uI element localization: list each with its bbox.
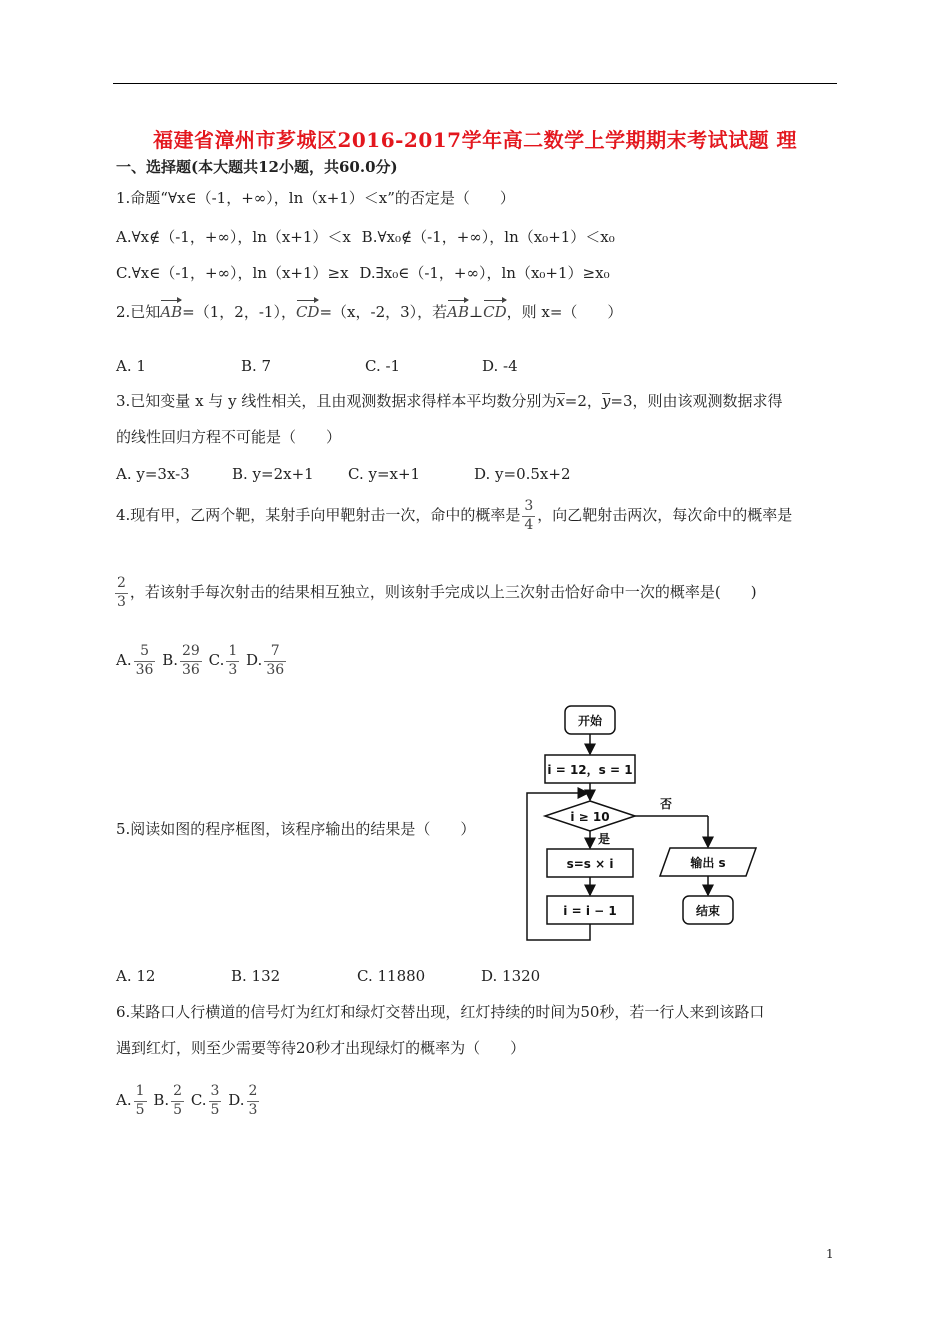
q2-prefix: 2.已知 — [116, 303, 161, 321]
q2-eq1: =（1，2，-1）， — [182, 303, 296, 321]
q6-option-b-fraction — [171, 1083, 184, 1119]
q4-option-a-fraction — [134, 643, 156, 679]
q4-text-a: 4.现有甲，乙两个靶，某射手向甲靶射击一次，命中的概率是 — [116, 506, 521, 524]
frac-num: 7 — [270, 643, 280, 659]
q2-option-d: D. -4 — [482, 357, 518, 375]
frac-den: 3 — [117, 593, 126, 610]
q6-stem-line1: 6.某路口人行横道的信号灯为红灯和绿灯交替出现，红灯持续的时间为50秒，若一行人来到该路口 — [116, 1003, 765, 1021]
vector-cd: CD — [296, 296, 320, 321]
frac-num: 3 — [210, 1083, 220, 1099]
frac-den: 5 — [210, 1101, 220, 1118]
page-title: 福建省漳州市芗城区2016-2017学年高二数学上学期期末考试试题 理 — [152, 128, 798, 152]
frac-num: 2 — [173, 1083, 183, 1099]
program-flowchart — [520, 700, 770, 950]
q5-option-d: D. 1320 — [481, 967, 541, 985]
flow-yes-label: 是 — [598, 832, 611, 846]
frac-den: 36 — [266, 661, 285, 678]
q4-text-c: ，若该射手每次射击的结果相互独立，则该射手完成以上三次射击恰好命中一次的概率是( ) — [129, 583, 757, 601]
q4-option-a-label: A. — [116, 651, 132, 669]
page-number: 1 — [826, 1247, 834, 1261]
q2-option-b: B. 7 — [241, 357, 272, 375]
q1-options-row1 — [116, 226, 615, 247]
q4-option-c-label: C. — [208, 651, 225, 669]
q3-option-b: B. y=2x+1 — [232, 465, 314, 483]
header-rule — [113, 83, 837, 84]
frac-num: 1 — [135, 1083, 145, 1099]
q3-options — [116, 465, 571, 483]
q6-options — [116, 1083, 261, 1119]
q4-option-b-label: B. — [162, 651, 179, 669]
q3-text-mid: =2， — [564, 392, 602, 410]
frac-den: 5 — [173, 1101, 183, 1118]
q1-stem: 1.命题“∀x∈（-1，+∞），ln（x+1）＜x”的否定是（ ） — [116, 189, 515, 207]
q3-stem-line1 — [116, 390, 783, 411]
q4-option-d-label: D. — [246, 651, 263, 669]
q6-option-b-label: B. — [153, 1091, 170, 1109]
frac-den: 5 — [135, 1101, 145, 1118]
q2-suffix: ，则 x=（ ） — [506, 303, 623, 321]
q5-option-c: C. 11880 — [357, 967, 426, 985]
q3-stem-line2: 的线性回归方程不可能是（ ） — [116, 428, 342, 446]
q5-option-b: B. 132 — [231, 967, 281, 985]
q2-stem — [116, 296, 622, 322]
q2-option-a: A. 1 — [116, 357, 146, 375]
q3-option-d: D. y=0.5x+2 — [474, 465, 571, 483]
q5-stem: 5.阅读如图的程序框图，该程序输出的结果是（ ） — [116, 820, 476, 838]
q1-option-a: A.∀x∉（-1，+∞），ln（x+1）＜x — [116, 228, 351, 246]
q6-option-a-label: A. — [116, 1091, 132, 1109]
flow-end-label: 结束 — [695, 904, 721, 918]
vector-ab-2: AB — [447, 296, 469, 321]
q6-option-d-fraction — [247, 1083, 260, 1119]
frac-den: 36 — [135, 661, 154, 678]
q6-option-c-label: C. — [190, 1091, 207, 1109]
q6-stem-line2: 遇到红灯，则至少需要等待20秒才出现绿灯的概率为（ ） — [116, 1039, 526, 1057]
q6-option-a-fraction — [134, 1083, 147, 1119]
q5-option-a: A. 12 — [116, 967, 156, 985]
flow-decrement-label: i = i − 1 — [563, 904, 617, 918]
q3-text-a: 3.已知变量 x 与 y 线性相关，且由观测数据求得样本平均数分别为 — [116, 392, 557, 410]
q1-option-c: C.∀x∈（-1，+∞），ln（x+1）≥x — [116, 264, 349, 282]
fraction-two-thirds — [115, 575, 128, 611]
q2-options — [116, 357, 518, 375]
fraction-three-quarters — [522, 498, 535, 534]
q1-option-b: B.∀x₀∉（-1，+∞），ln（x₀+1）＜x₀ — [361, 228, 615, 246]
q4-option-c-fraction — [226, 643, 239, 679]
frac-num: 29 — [182, 643, 200, 659]
q1-option-d: D.∃x₀∈（-1，+∞），ln（x₀+1）≥x₀ — [359, 264, 610, 282]
q4-option-b-fraction — [180, 643, 202, 679]
q3-option-c: C. y=x+1 — [348, 465, 421, 483]
q1-options-row2 — [116, 262, 610, 283]
q4-option-d-fraction — [264, 643, 286, 679]
q4-options — [116, 643, 288, 679]
frac-den: 3 — [228, 661, 238, 678]
section-heading: 一、选择题(本大题共12小题，共60.0分) — [116, 158, 398, 176]
q4-text-b: ，向乙靶射击两次，每次命中的概率是 — [537, 506, 793, 524]
frac-den: 36 — [182, 661, 200, 678]
perp-symbol: ⊥ — [469, 303, 484, 321]
frac-num: 1 — [228, 643, 238, 659]
q4-stem-line2 — [113, 575, 757, 611]
frac-num: 2 — [248, 1083, 258, 1099]
q5-options — [116, 967, 540, 985]
q4-stem-line1 — [116, 498, 792, 534]
q6-option-c-fraction — [209, 1083, 222, 1119]
frac-den: 3 — [248, 1101, 258, 1118]
vector-cd-2: CD — [483, 296, 507, 321]
q3-text-b: =3，则由该观测数据求得 — [610, 392, 783, 410]
q2-option-c: C. -1 — [365, 357, 401, 375]
flow-multiply-label: s=s × i — [566, 857, 614, 871]
y-bar: y — [601, 392, 611, 410]
frac-den: 4 — [524, 516, 534, 533]
q6-option-d-label: D. — [228, 1091, 245, 1109]
q3-option-a: A. y=3x-3 — [116, 465, 190, 483]
flow-start-label: 开始 — [577, 714, 603, 728]
flow-no-label: 否 — [660, 797, 673, 811]
flow-condition-label: i ≥ 10 — [570, 810, 610, 824]
x-bar: x — [556, 392, 565, 410]
frac-num: 3 — [524, 498, 534, 514]
flow-init-label: i = 12，s = 1 — [547, 763, 633, 777]
frac-num: 2 — [117, 575, 126, 591]
flow-output-label: 输出 s — [690, 856, 726, 870]
frac-num: 5 — [140, 643, 149, 659]
q2-eq2: =（x，-2，3），若 — [319, 303, 448, 321]
vector-ab: AB — [160, 296, 182, 321]
